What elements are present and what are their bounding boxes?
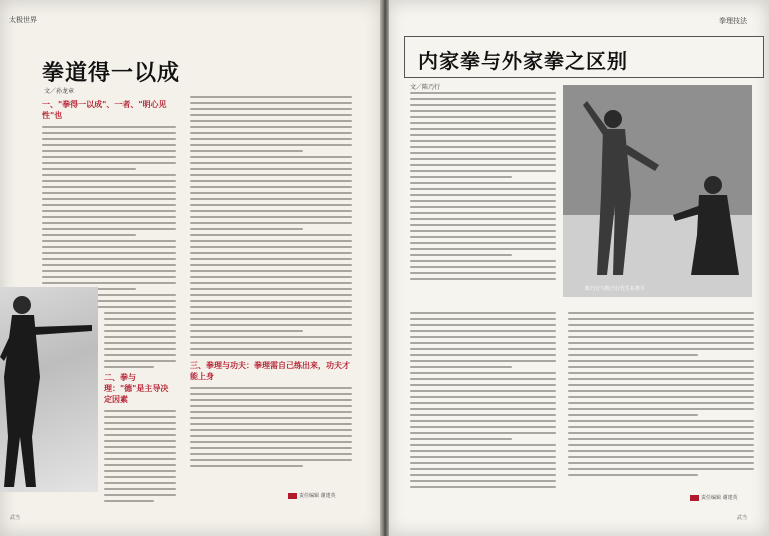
right-photo-caption: 陈乃行与陈乃行先生在推手 — [585, 286, 646, 292]
editor-logo-icon — [288, 493, 297, 499]
editor-logo-icon-right — [690, 495, 699, 501]
left-footer: 武当 — [10, 515, 21, 521]
left-column-1b — [104, 312, 176, 506]
left-column-2 — [190, 96, 352, 471]
right-column-2 — [568, 312, 754, 480]
left-subhead-3: 三、拳理与功夫：拳理需自己练出来，功夫才能上身 — [190, 361, 350, 381]
left-column-1 — [42, 96, 176, 312]
right-article-author: 文／陈乃行 — [410, 84, 441, 91]
left-article-photo — [0, 287, 98, 492]
right-article-photo — [563, 85, 752, 297]
left-article-title: 拳道得一以成 — [42, 60, 181, 86]
left-subhead-1: 一、"拳得一以成"、一者、"明心见性"也 — [42, 100, 167, 120]
left-editor-credit: 责任编辑 谢建英 — [288, 492, 336, 499]
right-column-1-top — [410, 92, 556, 284]
right-section-tag: 拳理技法 — [719, 17, 747, 25]
left-article-author: 文／孙龙章 — [44, 88, 75, 95]
right-footer: 武当 — [736, 515, 747, 521]
right-editor-credit: 责任编辑 谢建英 — [690, 494, 738, 501]
left-subhead-2: 二、拳与理："德"是主导决定因素 — [104, 373, 169, 404]
right-column-1-bottom — [410, 312, 556, 492]
right-article-title: 内家拳与外家拳之区别 — [418, 49, 628, 73]
left-section-tag: 太极世界 — [9, 16, 37, 24]
page-gutter — [380, 0, 389, 536]
